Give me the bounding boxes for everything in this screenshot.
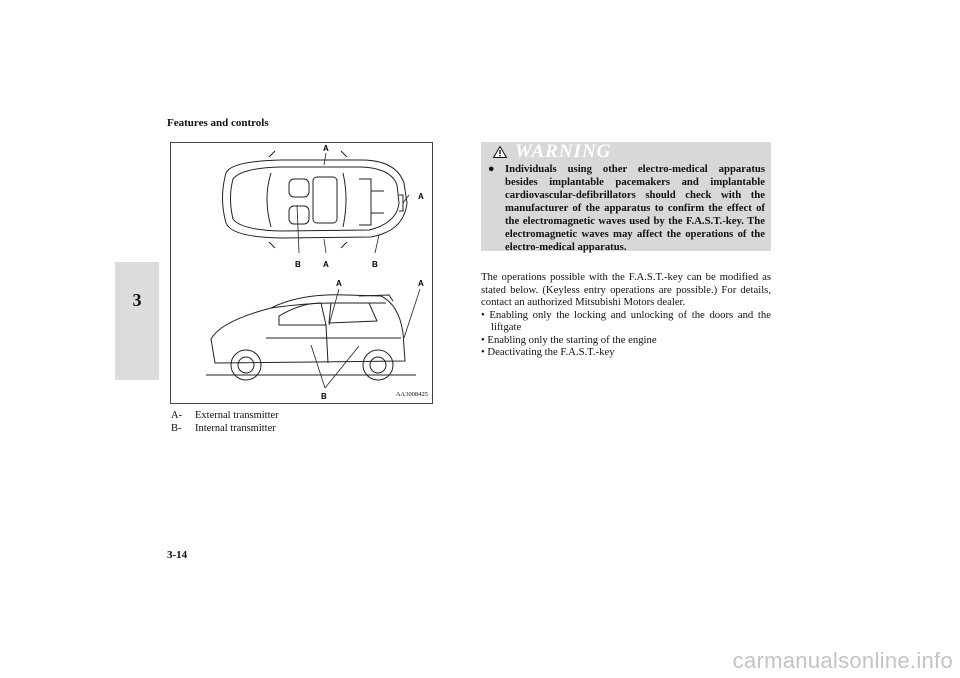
car-top-view [223,151,408,248]
label-a: A [418,192,424,201]
label-a: A [323,260,329,269]
legend-item-b: B- Internal transmitter [171,422,276,434]
figure-id: AA3008425 [395,391,428,398]
body-paragraph: The operations possible with the F.A.S.T.-key can be modified as stated below. (Keyless entry operations are possible.) For details, contact an authorized Mitsubishi Motors dealer. [481,271,771,308]
label-b: B [295,260,301,269]
chapter-number: 3 [132,290,142,310]
list-item: • Enabling only the locking and unlocking of the doors and the liftgate [481,308,771,333]
watermark: carmanualsonline.info [732,648,953,673]
warning-box [481,142,771,251]
options-list [481,309,771,359]
label-b: B [372,260,378,269]
page-number: 3-14 [167,549,188,561]
label-a: A [418,279,424,288]
section-header: Features and controls [167,117,269,129]
list-item: • Enabling only the starting of the engine [481,333,657,346]
warning-triangle-icon [493,146,507,158]
legend-item-a: A- External transmitter [171,410,279,421]
car-diagram [171,143,434,405]
warning-text: ● Individuals using other electro-medical apparatus besides implantable pacemakers and implantable cardiovascular-defibrillators should check with the manufacturer of the apparatus to confirm the effect of the electromagnetic waves used by the F.A.S.T.-key. The electromagnetic waves may affect the operations of the electro-medical apparatus. [488,163,765,253]
list-item: • Deactivating the F.A.S.T.-key [481,346,615,358]
warning-header [493,142,611,162]
bullet-icon: ● [488,163,495,175]
warning-title: WARNING [515,141,612,162]
transmitter-location-figure [170,142,433,404]
body-text [481,271,771,359]
label-a: A [323,144,329,153]
figure-legend [171,410,279,435]
label-b: B [321,392,327,401]
chapter-tab [115,262,159,380]
car-side-view [206,295,416,380]
label-a: A [336,279,342,288]
